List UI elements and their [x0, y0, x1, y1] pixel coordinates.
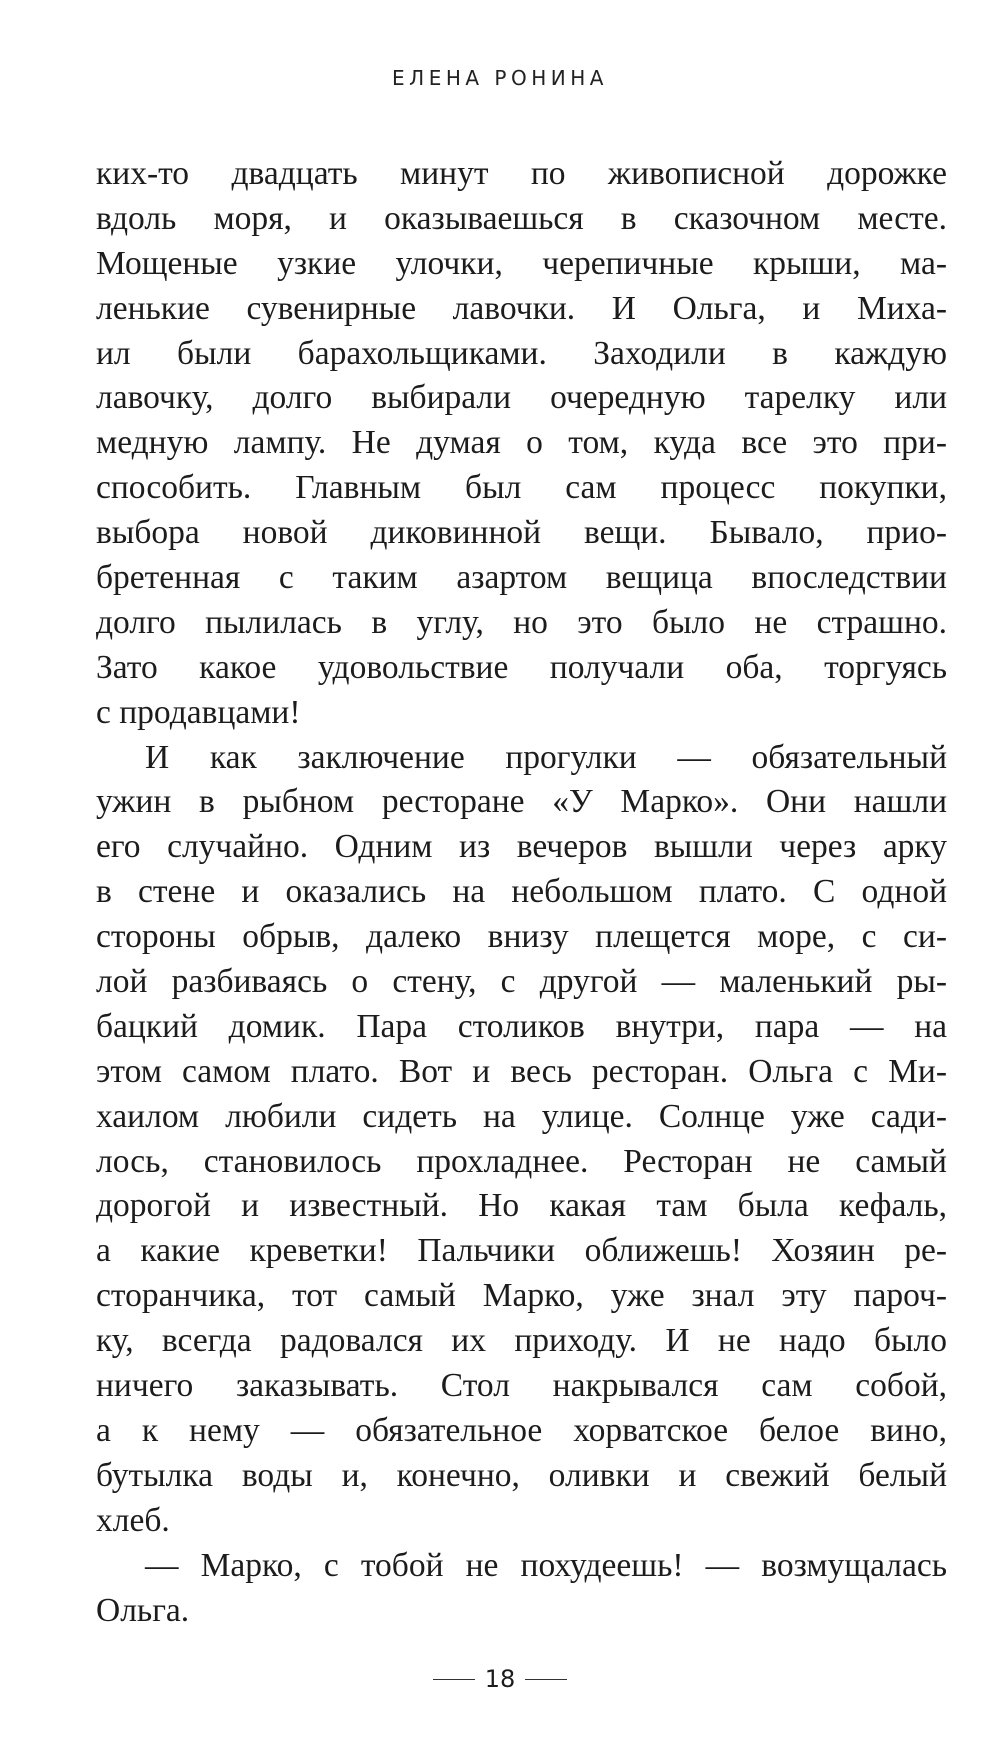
text-line: ил были барахольщиками. Заходили в каждую [96, 334, 947, 372]
text-line: И как заключение прогулки — обязательный [145, 738, 947, 776]
text-line: способить. Главным был сам процесс покупки, [96, 469, 947, 507]
text-line: лавочку, долго выбирали очередную тарелку или [96, 379, 947, 417]
text-line: вдоль моря, и оказываешься в сказочном месте. [96, 199, 947, 237]
text-line: Зато какое удовольствие получали оба, торгуясь [96, 648, 947, 686]
text-line: хаилом любили сидеть на улице. Солнце уже сади- [96, 1097, 947, 1135]
text-line: бретенная с таким азартом вещица впоследствии [96, 559, 947, 597]
text-line: лось, становилось прохладнее. Ресторан не самый [96, 1142, 947, 1180]
text-line: ких-то двадцать минут по живописной дорожке [96, 155, 947, 192]
text-line: — Марко, с тобой не похудеешь! — возмущалась [145, 1546, 947, 1584]
page-footer [0, 1665, 1000, 1693]
running-head-author: ЕЛЕНА РОНИНА [392, 66, 608, 90]
text-line: бутылка воды и, конечно, оливки и свежий белый [96, 1456, 947, 1494]
text-line: долго пылилась в углу, но это было не страшно. [96, 603, 947, 641]
text-line: Ольга. [96, 1591, 190, 1629]
text-line: ужин в рыбном ресторане «У Марко». Они нашли [96, 783, 947, 821]
folio-rule-left [433, 1679, 475, 1680]
text-line: дорогой и известный. Но какая там была кефаль, [96, 1187, 947, 1225]
text-line: выбора новой диковинной вещи. Бывало, прио- [96, 514, 947, 552]
text-line: бацкий домик. Пара столиков внутри, пара — на [96, 1007, 947, 1045]
text-line: этом самом плато. Вот и весь ресторан. Ольга с Ми- [96, 1052, 947, 1090]
text-line: стороны обрыв, далеко внизу плещется море, с си- [96, 918, 947, 956]
text-line: его случайно. Одним из вечеров вышли через арку [96, 828, 947, 866]
folio-rule-right [525, 1679, 567, 1680]
text-line: лой разбиваясь о стену, с другой — маленький ры- [96, 963, 947, 1001]
text-line: ленькие сувенирные лавочки. И Ольга, и Миха- [96, 289, 947, 327]
text-line: а к нему — обязательное хорватское белое вино, [96, 1411, 947, 1449]
text-line: с продавцами! [96, 693, 301, 731]
text-line: в стене и оказались на небольшом плато. С одной [96, 873, 947, 911]
body-text [96, 152, 947, 1633]
text-line: а какие креветки! Пальчики оближешь! Хозяин ре- [96, 1232, 947, 1270]
page-number: 18 [484, 1665, 516, 1693]
text-line: сторанчика, тот самый Марко, уже знал эту пароч- [96, 1277, 947, 1315]
text-line: ничего заказывать. Стол накрывался сам собой, [96, 1367, 947, 1405]
text-line: ку, всегда радовался их приходу. И не надо было [96, 1322, 947, 1360]
text-line: медную лампу. Не думая о том, куда все это при- [96, 424, 947, 462]
text-line: хлеб. [96, 1501, 170, 1539]
text-line: Мощеные узкие улочки, черепичные крыши, ма- [96, 244, 947, 282]
